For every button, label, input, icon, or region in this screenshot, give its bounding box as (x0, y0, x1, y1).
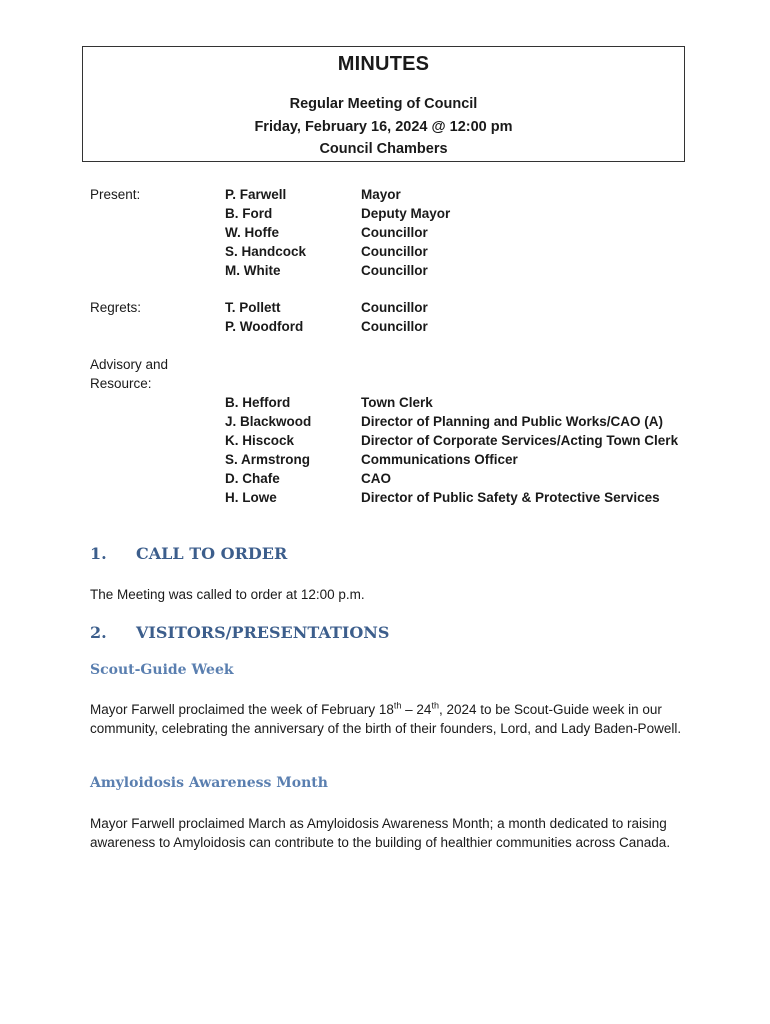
minutes-header (82, 46, 685, 162)
advisory-names (225, 393, 311, 507)
attendee-role: Deputy Mayor (361, 206, 451, 221)
advisory-roles (361, 393, 678, 507)
attendee-name: D. Chafe (225, 471, 280, 486)
present-names (225, 185, 306, 280)
attendee-name: B. Hefford (225, 395, 291, 410)
attendee-name: S. Handcock (225, 244, 307, 259)
document-title: MINUTES (337, 53, 430, 75)
attendee-name: W. Hoffe (225, 225, 279, 240)
attendee-role: Mayor (361, 187, 401, 202)
regrets-roles (361, 298, 428, 336)
attendee-role: Director of Public Safety & Protective Services (361, 490, 660, 505)
section-heading (90, 623, 389, 642)
subsection-text (90, 700, 690, 738)
attendee-name: T. Pollett (225, 300, 281, 315)
meeting-location: Council Chambers (319, 141, 448, 157)
attendee-name: M. White (225, 263, 281, 278)
subsection-heading: Scout-Guide Week (90, 662, 234, 678)
meeting-type: Regular Meeting of Council (289, 96, 478, 112)
regrets-label: Regrets: (90, 300, 142, 315)
text-run: , 2024 to be Scout-Guide week in our community, celebrating the anniversary of the birth of their founders, Lord, and Lady Baden-Powell. (90, 702, 682, 736)
attendee-name: B. Ford (225, 206, 273, 221)
subsection-text: Mayor Farwell proclaimed March as Amyloidosis Awareness Month; a month dedicated to raising awareness to Amyloidosis can contribute to the building of healthier communities across Canada. (90, 816, 671, 850)
attendee-name: S. Armstrong (225, 452, 311, 467)
advisory-label-line: Advisory and (90, 357, 169, 372)
attendee-role: Communications Officer (361, 452, 518, 467)
present-roles (361, 185, 450, 280)
superscript: th (431, 700, 439, 711)
advisory-label (90, 355, 210, 393)
attendee-role: Town Clerk (361, 395, 433, 410)
attendee-role: Councillor (361, 300, 428, 315)
attendee-name: P. Farwell (225, 187, 287, 202)
attendee-role: CAO (361, 471, 391, 486)
regrets-names (225, 298, 303, 336)
attendee-role: Councillor (361, 263, 428, 278)
advisory-label-line: Resource: (90, 376, 152, 391)
attendee-role: Councillor (361, 225, 428, 240)
section-title: VISITORS/PRESENTATIONS (136, 623, 390, 642)
attendee-role: Councillor (361, 244, 428, 259)
section-number: 1. (90, 544, 107, 563)
section-text: The Meeting was called to order at 12:00 p.m. (90, 587, 365, 602)
attendee-role: Councillor (361, 319, 428, 334)
attendee-name: H. Lowe (225, 490, 277, 505)
superscript: th (393, 700, 402, 711)
present-label: Present: (90, 187, 141, 202)
section-title: CALL TO ORDER (136, 544, 288, 563)
section-number: 2. (90, 623, 107, 642)
attendee-name: K. Hiscock (225, 433, 295, 448)
attendee-name: J. Blackwood (225, 414, 312, 429)
attendee-role: Director of Planning and Public Works/CAO (A) (361, 414, 664, 429)
attendee-name: P. Woodford (225, 319, 304, 334)
meeting-date-time: Friday, February 16, 2024 @ 12:00 pm (254, 118, 513, 135)
text-run: Mayor Farwell proclaimed the week of February 18 (90, 702, 394, 717)
section-heading (90, 544, 287, 563)
subsection-heading: Amyloidosis Awareness Month (90, 775, 328, 791)
text-run: – 24 (401, 702, 432, 717)
attendee-role: Director of Corporate Services/Acting Town Clerk (361, 433, 679, 448)
